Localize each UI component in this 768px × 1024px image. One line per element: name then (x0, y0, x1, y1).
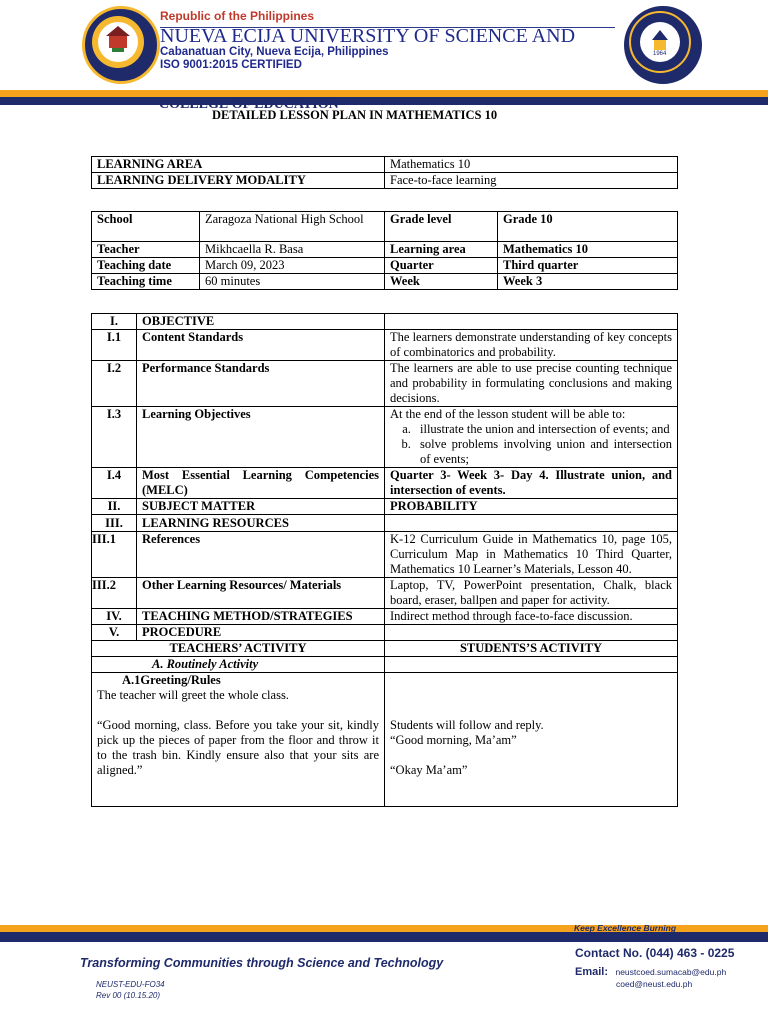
week-label: Week (385, 274, 498, 290)
table-row (92, 515, 678, 532)
table-row (92, 258, 678, 274)
table-row (92, 673, 678, 807)
learning-resources-label: LEARNING RESOURCES (137, 515, 385, 532)
table-row (92, 157, 678, 173)
date-label: Teaching date (92, 258, 200, 274)
college-title: COLLEGE OF EDUCATION (159, 97, 339, 112)
footer-tagline: Transforming Communities through Science and Technology (80, 956, 444, 970)
other-resources-label: Other Learning Resources/ Materials (137, 578, 385, 609)
week-value: Week 3 (498, 274, 678, 290)
university-name: NUEVA ECIJA UNIVERSITY OF SCIENCE AND (160, 25, 576, 47)
seal-year: 1964 (653, 51, 667, 57)
teacher-instruction-text: “Good morning, class. Before you take your sit, kindly pick up the pieces of paper from the floor and throw it to the trash bin. Kindly ensure also that your sits are aligned.” (97, 718, 379, 777)
time-label: Teaching time (92, 274, 200, 290)
form-code: NEUST-EDU-FO34 (96, 980, 165, 989)
learning-area-value: Mathematics 10 (385, 157, 678, 173)
procedure-num: V. (92, 625, 137, 641)
learning-objectives-num: I.3 (92, 407, 137, 468)
melc-label: Most Essential Learning Competencies (MELC) (137, 468, 385, 499)
email-address-2[interactable]: coed@neust.edu.ph (616, 979, 693, 989)
date-value: March 09, 2023 (200, 258, 385, 274)
learning-objectives-value (385, 407, 678, 468)
melc-value: Quarter 3- Week 3- Day 4. Illustrate union, and intersection of events. (385, 468, 678, 499)
subject-matter-label: SUBJECT MATTER (137, 499, 385, 515)
table-row (92, 314, 678, 330)
student-response-2: “Good morning, Ma’am” (390, 733, 517, 747)
learning-objectives-label: Learning Objectives (137, 407, 385, 468)
objective-num: I. (92, 314, 137, 330)
table-row (92, 532, 678, 578)
table-row (92, 173, 678, 189)
learning-objectives-intro: At the end of the lesson student will be able to: (390, 407, 626, 421)
quarter-label: Quarter (385, 258, 498, 274)
routine-activity-heading: A. Routinely Activity (152, 657, 259, 671)
iso-certified: ISO 9001:2015 CERTIFIED (160, 59, 302, 71)
subject-matter-value: PROBABILITY (385, 499, 678, 515)
lesson-plan-table (91, 313, 678, 807)
content-standards-value: The learners demonstrate understanding of key concepts of combinatorics and probability. (385, 330, 678, 361)
location-text: Cabanatuan City, Nueva Ecija, Philippines (160, 46, 389, 58)
table-row (92, 330, 678, 361)
teacher-value: Mikhcaella R. Basa (200, 242, 385, 258)
school-label: School (92, 212, 200, 242)
references-label: References (137, 532, 385, 578)
other-resources-value: Laptop, TV, PowerPoint presentation, Chalk, black board, eraser, ballpen and paper for activity. (385, 578, 678, 609)
table-row (92, 407, 678, 468)
republic-text: Republic of the Philippines (160, 9, 315, 23)
document-title: DETAILED LESSON PLAN IN MATHEMATICS 10 (212, 108, 498, 122)
grade-label: Grade level (385, 212, 498, 242)
performance-standards-label: Performance Standards (137, 361, 385, 407)
teacher-label: Teacher (92, 242, 200, 258)
subject-matter-num: II. (92, 499, 137, 515)
performance-standards-value: The learners are able to use precise counting technique and probability in formulating conclusions and making decisions. (385, 361, 678, 407)
table-row (92, 468, 678, 499)
student-response-3: “Okay Ma’am” (390, 763, 468, 777)
procedure-label: PROCEDURE (137, 625, 385, 641)
college-seal-right (624, 6, 702, 84)
students-activity-header: STUDENTS’S ACTIVITY (385, 641, 678, 657)
greeting-heading: A.1Greeting/Rules (122, 673, 221, 687)
footer-band-navy (0, 932, 768, 942)
student-activity-cell (385, 673, 678, 807)
teacher-greeting-text: The teacher will greet the whole class. (97, 688, 289, 702)
table-row (92, 609, 678, 625)
modality-label: LEARNING DELIVERY MODALITY (92, 173, 385, 189)
contact-number: Contact No. (044) 463 - 0225 (575, 946, 735, 960)
objectives-list (390, 422, 672, 467)
school-value: Zaragoza National High School (200, 212, 385, 242)
learning-area-value-2: Mathematics 10 (498, 242, 678, 258)
references-num: III.1 (92, 532, 137, 578)
revision-code: Rev 00 (10.15.20) (96, 991, 161, 1000)
time-value: 60 minutes (200, 274, 385, 290)
list-item: b. solve problems involving union and intersection of events; (414, 437, 672, 467)
content-standards-label: Content Standards (137, 330, 385, 361)
learning-resources-num: III. (92, 515, 137, 532)
content-standards-num: I.1 (92, 330, 137, 361)
teachers-activity-header: TEACHERS’ ACTIVITY (92, 641, 385, 657)
table-row (92, 625, 678, 641)
references-value: K-12 Curriculum Guide in Mathematics 10, page 105, Curriculum Map in Mathematics 10 Third Quarter, Mathematics 10 Learner’s Materials, Lesson 40. (385, 532, 678, 578)
email-address-1[interactable]: neustcoed.sumacab@edu.ph (615, 967, 727, 977)
student-response-1: Students will follow and reply. (390, 718, 544, 732)
info-table (91, 211, 678, 290)
other-resources-num: III.2 (92, 578, 137, 609)
table-row (92, 242, 678, 258)
footer-motto: Keep Excellence Burning (574, 923, 677, 933)
teaching-method-num: IV. (92, 609, 137, 625)
table-row (92, 499, 678, 515)
teaching-method-value: Indirect method through face-to-face discussion. (385, 609, 678, 625)
email-row (575, 962, 726, 980)
grade-value: Grade 10 (498, 212, 678, 242)
melc-num: I.4 (92, 468, 137, 499)
table-row (92, 212, 678, 242)
performance-standards-num: I.2 (92, 361, 137, 407)
list-item: a. illustrate the union and intersection of events; and (414, 422, 672, 437)
teacher-activity-cell (92, 673, 385, 807)
learning-area-label: LEARNING AREA (92, 157, 385, 173)
teaching-method-label: TEACHING METHOD/STRATEGIES (137, 609, 385, 625)
university-seal-left (82, 6, 160, 84)
header-band-orange (0, 90, 768, 97)
email-label: Email: (575, 966, 609, 978)
learning-area-table (91, 156, 678, 189)
modality-value: Face-to-face learning (385, 173, 678, 189)
table-row (92, 578, 678, 609)
quarter-value: Third quarter (498, 258, 678, 274)
table-row (92, 274, 678, 290)
learning-area-label-2: Learning area (385, 242, 498, 258)
table-row (92, 641, 678, 657)
objective-label: OBJECTIVE (137, 314, 385, 330)
table-row (92, 657, 678, 673)
header-band-navy (0, 97, 768, 105)
table-row (92, 361, 678, 407)
